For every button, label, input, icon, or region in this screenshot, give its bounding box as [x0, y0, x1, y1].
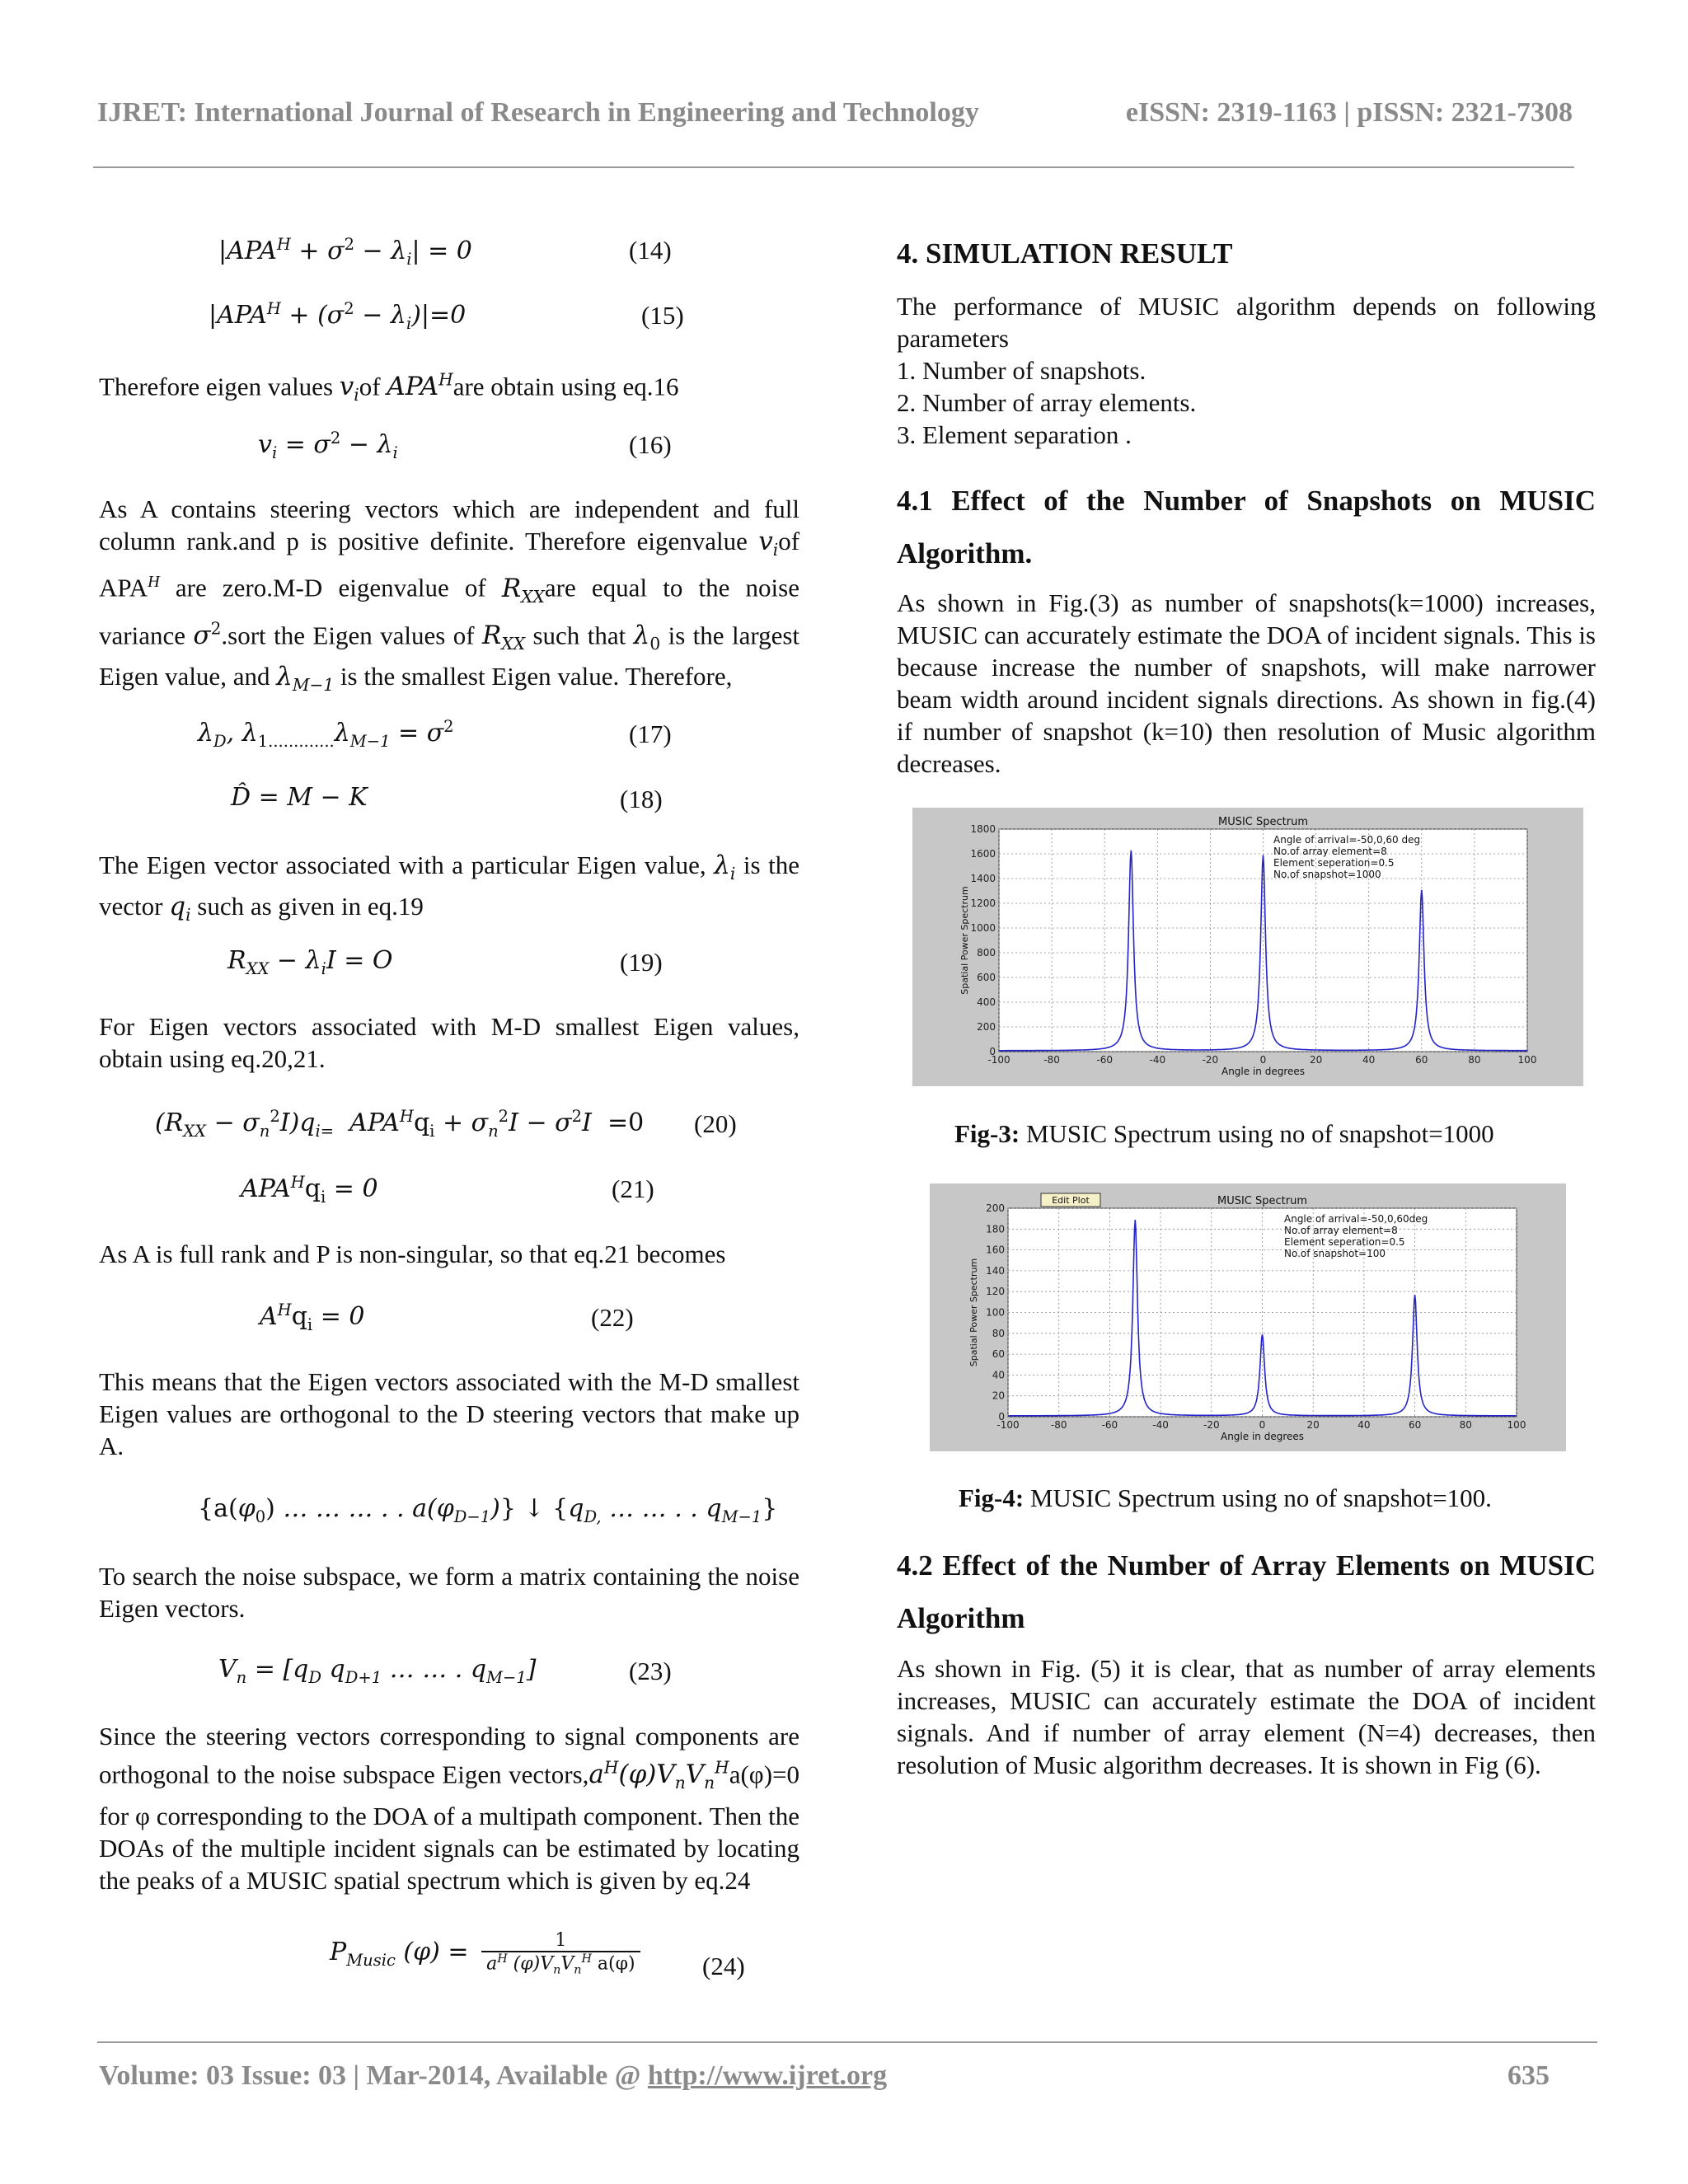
x-tick-label: 60	[1408, 1419, 1422, 1431]
paragraph-orthogonal: This means that the Eigen vectors associated with the M-D smallest Eigen values are orthogonal to the D steering vectors that make up A.	[99, 1367, 799, 1460]
legend-entry: Angle of arrival=-50,0,60deg	[1284, 1213, 1428, 1225]
paragraph-eigen-vector: The Eigen vector associated with a particular Eigen value, $\lambda_i$ is the vector $q_i$ such as given in eq.19	[99, 851, 799, 926]
equation-20: $(R_{XX} - \sigma_n^2I)q_{i=}$ $APA^Hq_i + \sigma_n^2I - \sigma^2I =0$	[155, 1107, 645, 1141]
paragraph-steering-orthogonal: Since the steering vectors corresponding to signal components are orthogonal to the noise subspace Eigen $vectors,a^H(\varphi)V_nV_n^Ha(\varphi)=0$ for φ corresponding to the DOA of a multipath component. Then the DOAs of the multiple incident signals can be estimated by locating the peaks of a MUSIC spatial spectrum which is given by eq.24	[99, 1722, 799, 1895]
x-tick-label: -100	[996, 1419, 1020, 1431]
x-tick-label: -40	[1149, 1054, 1166, 1066]
equation-15-number: (15)	[641, 301, 684, 330]
issn: eISSN: 2319-1163 | pISSN: 2321-7308	[1125, 97, 1573, 128]
equation-24-number: (24)	[702, 1952, 745, 1980]
page-number: 635	[1507, 2060, 1550, 2091]
paragraph-full-rank: As A is full rank and P is non-singular, so that eq.21 becomes	[99, 1240, 726, 1268]
x-tick-label: 20	[1309, 1054, 1323, 1066]
legend-entry: Angle of arrival=-50,0,60 deg	[1273, 834, 1421, 846]
y-tick-label: 600	[977, 972, 996, 983]
x-tick-label: -20	[1203, 1419, 1220, 1431]
journal-link[interactable]: http://www.ijret.org	[647, 2060, 888, 2091]
journal-title: IJRET: International Journal of Research in Engineering and Technology	[97, 97, 979, 128]
y-tick-label: 1800	[970, 823, 996, 835]
x-tick-label: -100	[987, 1054, 1010, 1066]
paragraph-array-elements: As shown in Fig. (5) it is clear, that as number of array elements increases, MUSIC can accurately estimate the DOA of incident signals. And if number of array element (N=4) decreases, then resolution of Music algorithm decreases. It is shown in Fig (6).	[897, 1654, 1596, 1779]
y-tick-label: 180	[986, 1223, 1005, 1235]
equation-17-number: (17)	[629, 719, 672, 748]
paragraph-noise-subspace: To search the noise subspace, we form a matrix containing the noise Eigen vectors.	[99, 1562, 799, 1623]
equation-22-number: (22)	[591, 1303, 634, 1332]
equation-14-number: (14)	[629, 236, 672, 265]
x-tick-label: 20	[1306, 1419, 1320, 1431]
y-tick-label: 80	[992, 1327, 1005, 1339]
equation-19-number: (19)	[620, 948, 663, 977]
edit-plot-button-label: Edit Plot	[1052, 1195, 1090, 1206]
x-tick-label: -60	[1101, 1419, 1118, 1431]
x-tick-label: -20	[1202, 1054, 1219, 1066]
equation-23-number: (23)	[629, 1657, 672, 1685]
x-tick-label: 80	[1459, 1419, 1472, 1431]
list-item: 2. Number of array elements.	[897, 388, 1197, 417]
legend-entry: Element seperation=0.5	[1284, 1236, 1405, 1248]
x-tick-label: 60	[1415, 1054, 1428, 1066]
paragraph-steering-vectors: As A contains steering vectors which are independent and full column rank.and p is positive definite. Therefore eigenvalue $v_iof$ $APA^H$ are zero.M-D eigenvalue of $R_{XX}are$ equal to the noise variance $\sigma^2.sort$ the Eigen values of $R_{XX}$ such that $\lambda_0$ is the largest Eigen value, and $\lambda_{M-1}$ is the smallest Eigen value. Therefore,	[99, 494, 800, 696]
equation-18: D̂ = M − K	[231, 783, 368, 812]
x-tick-label: 40	[1357, 1419, 1371, 1431]
paragraph-performance: The performance of MUSIC algorithm depends on following parameters 1. Number of snapshots. 2. Number of array elements. 3. Element separation .	[897, 292, 1596, 449]
y-axis-label: Spatial Power Spectrum	[959, 886, 970, 995]
running-footer	[99, 2060, 1550, 2102]
x-tick-label: 0	[1259, 1054, 1267, 1066]
parameter-list	[897, 354, 1596, 451]
section-heading-simulation: 4. SIMULATION RESULT	[897, 237, 1233, 269]
y-tick-label: 140	[986, 1264, 1005, 1277]
paragraph-eigen-values: Therefore eigen values $v_iof$ $APA^Hare$ obtain using eq.16	[99, 370, 679, 405]
paragraph-snapshots: As shown in Fig.(3) as number of snapshots(k=1000) increases, MUSIC can accurately estimate the DOA of incident signals. This is because increase the number of snapshots, will make narrower beam width around incident signals directions. As shown in fig.(4) if number of snapshot (k=10) then resolution of Music algorithm decreases.	[897, 588, 1596, 778]
y-axis-label: Spatial Power Spectrum	[968, 1258, 979, 1367]
y-tick-label: 1600	[970, 848, 996, 860]
music-spectrum-chart-2	[930, 1183, 1566, 1451]
x-tick-label: 0	[1259, 1419, 1266, 1431]
figure-3-caption: Fig-3: MUSIC Spectrum using no of snapshot=1000	[954, 1119, 1494, 1148]
legend-entry: No.of array element=8	[1284, 1225, 1398, 1236]
figure-3	[912, 808, 1583, 1086]
equation-21: $APA^Hq_i = 0$	[241, 1173, 378, 1207]
subsection-heading-4-1: 4.1 Effect of the Number of Snapshots on MUSIC Algorithm.	[897, 485, 1596, 569]
legend-entry: Element seperation=0.5	[1273, 857, 1395, 869]
equation-21-number: (21)	[612, 1174, 654, 1203]
header-rule	[93, 166, 1574, 168]
y-tick-label: 1200	[970, 898, 996, 909]
subsection-heading-4-2: 4.2 Effect of the Number of Array Elements on MUSIC Algorithm	[897, 1549, 1596, 1634]
y-tick-label: 60	[992, 1348, 1005, 1361]
figure-4-caption: Fig-4: MUSIC Spectrum using no of snapshot=100.	[959, 1483, 1492, 1512]
y-tick-label: 1400	[970, 873, 996, 884]
x-tick-label: -80	[1050, 1419, 1067, 1431]
music-spectrum-chart-1	[912, 808, 1583, 1086]
y-tick-label: 1000	[970, 922, 996, 934]
equation-17: $\lambda_D$, $\lambda_{1.............}\lambda_{M-1} = \sigma^2$	[198, 717, 454, 751]
x-axis-label: Angle in degrees	[1220, 1431, 1305, 1442]
legend-entry: No.of snapshot=100	[1284, 1248, 1386, 1259]
equation-18-number: (18)	[620, 785, 663, 813]
volume-info: Volume: 03 Issue: 03 | Mar-2014, Available @	[99, 2060, 648, 2091]
equation-22: $A^Hq_i = 0$	[260, 1301, 365, 1334]
equation-14: $|APA^H + \sigma^2 - \lambda_i| = 0$	[218, 235, 472, 269]
chart-title: MUSIC Spectrum	[1217, 1195, 1308, 1207]
x-tick-label: 100	[1507, 1419, 1526, 1431]
x-tick-label: 40	[1362, 1054, 1376, 1066]
paragraph-smallest-eigen: For Eigen vectors associated with M-D smallest Eigen values, obtain using eq.20,21.	[99, 1012, 799, 1073]
x-tick-label: -80	[1043, 1054, 1060, 1066]
y-tick-label: 400	[977, 996, 996, 1008]
list-item: 3. Element separation .	[897, 420, 1132, 449]
y-tick-label: 200	[977, 1021, 996, 1033]
x-tick-label: 100	[1517, 1054, 1537, 1066]
x-tick-label: -60	[1096, 1054, 1114, 1066]
y-tick-label: 0	[998, 1411, 1005, 1422]
x-tick-label: 80	[1468, 1054, 1481, 1066]
y-tick-label: 100	[986, 1306, 1005, 1319]
x-axis-label: Angle in degrees	[1221, 1066, 1306, 1077]
equation-16: $v_i = \sigma^2 - \lambda_i$	[258, 429, 398, 462]
y-tick-label: 120	[986, 1286, 1005, 1298]
y-tick-label: 20	[992, 1390, 1005, 1402]
footer-rule	[97, 2041, 1597, 2043]
y-tick-label: 200	[986, 1202, 1005, 1214]
list-item: 1. Number of snapshots.	[897, 356, 1146, 385]
legend-entry: No.of snapshot=1000	[1273, 869, 1381, 880]
equation-24: $P_{Music}$ (φ) = 1 $a^H$ $(\varphi)V_nV_n^H$ a(φ)	[330, 1930, 640, 1977]
legend-entry: No.of array element=8	[1273, 846, 1387, 857]
y-tick-label: 40	[992, 1369, 1005, 1381]
y-tick-label: 160	[986, 1244, 1005, 1256]
chart-title: MUSIC Spectrum	[1217, 816, 1309, 828]
equation-19: $R_{XX} - \lambda_iI = O$	[227, 946, 393, 978]
figure-4	[930, 1183, 1566, 1451]
x-tick-label: -40	[1152, 1419, 1169, 1431]
equation-15: $|APA^H + (\sigma^2 - \lambda_i)|=0$	[209, 299, 467, 333]
equation-23: $V_n = [q_D$ $q_{D+1}$ … … . $q_{M-1}$]	[218, 1655, 537, 1687]
equation-16-number: (16)	[629, 430, 672, 459]
y-tick-label: 0	[989, 1046, 996, 1057]
y-tick-label: 800	[977, 947, 996, 958]
equation-subspace-sets: {$a(\varphi_0)$ … … … . . $a(\varphi_{D-1})$} ↓ {$q_{D,}$ … … . . $q_{M-1}$}	[198, 1494, 778, 1526]
running-header	[97, 97, 1573, 138]
equation-20-number: (20)	[694, 1109, 737, 1138]
